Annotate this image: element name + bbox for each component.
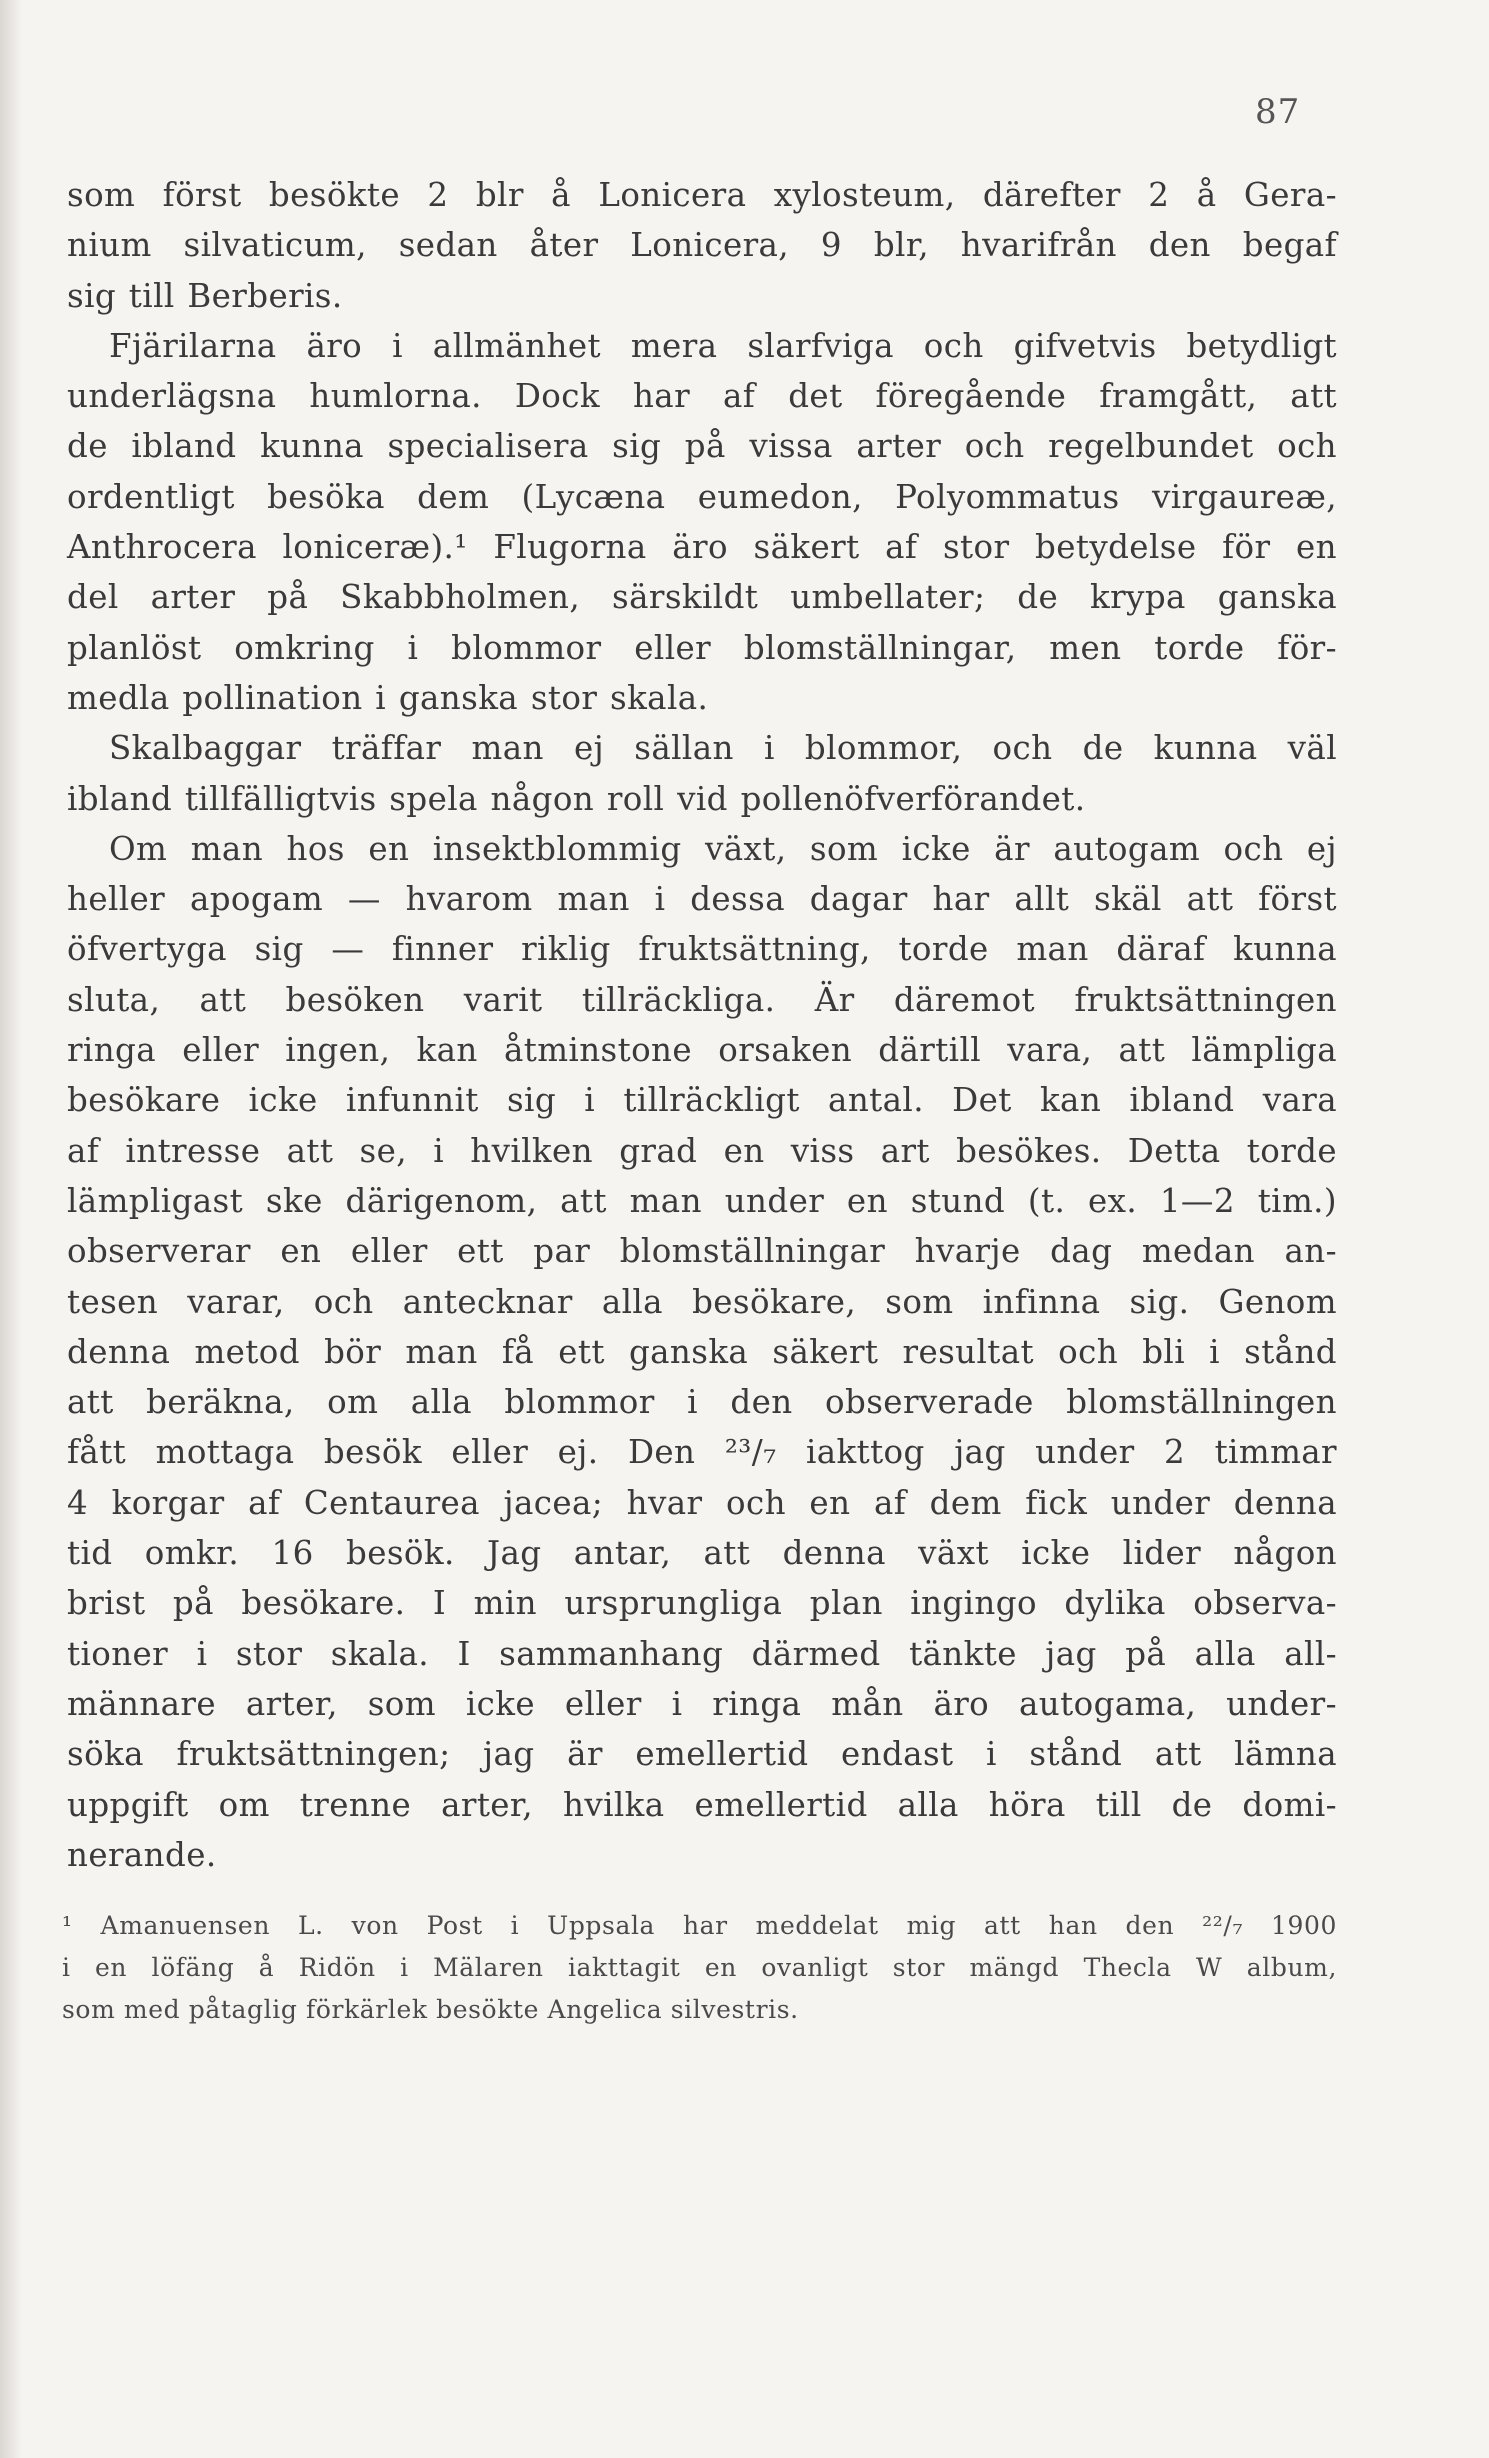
text-line: söka fruktsättningen; jag är emellertid endast i stånd att lämna xyxy=(67,1735,1337,1774)
text-line: fått mottaga besök eller ej. Den ²³/₇ iakttog jag under 2 timmar xyxy=(67,1433,1337,1472)
text-line: sig till Berberis. xyxy=(67,276,343,315)
text-line: brist på besökare. I min ursprungliga plan ingingo dylika observa- xyxy=(67,1584,1337,1623)
text-line: de ibland kunna specialisera sig på vissa arter och regelbundet och xyxy=(67,427,1337,466)
text-line: sluta, att besöken varit tillräckliga. Är däremot fruktsättningen xyxy=(67,980,1337,1019)
text-line: observerar en eller ett par blomställningar hvarje dag medan an- xyxy=(67,1232,1337,1271)
text-line: ringa eller ingen, kan åtminstone orsaken därtill vara, att lämpliga xyxy=(67,1031,1337,1070)
text-line: nium silvaticum, sedan åter Lonicera, 9 blr, hvarifrån den begaf xyxy=(67,226,1337,265)
footnote-line: i en löfäng å Ridön i Mälaren iakttagit en ovanligt stor mängd Thecla W album, xyxy=(62,1953,1337,1982)
text-line: att beräkna, om alla blommor i den observerade blomställningen xyxy=(67,1383,1337,1422)
text-line: del arter på Skabbholmen, särskildt umbellater; de krypa ganska xyxy=(67,578,1337,617)
text-line: som först besökte 2 blr å Lonicera xylosteum, därefter 2 å Gera- xyxy=(67,176,1337,214)
page-edge-shadow xyxy=(0,0,22,2458)
text-line: tioner i stor skala. I sammanhang därmed tänkte jag på alla all- xyxy=(67,1634,1337,1673)
text-line: lämpligast ske därigenom, att man under en stund (t. ex. 1—2 tim.) xyxy=(67,1181,1337,1220)
text-line: planlöst omkring i blommor eller blomställningar, men torde för- xyxy=(67,628,1337,667)
footnote xyxy=(62,1905,1337,2031)
text-line: ibland tillfälligtvis spela någon roll vid pollenöfverförandet. xyxy=(67,779,1086,818)
text-line: besökare icke infunnit sig i tillräckligt antal. Det kan ibland vara xyxy=(67,1081,1337,1120)
text-line: heller apogam — hvarom man i dessa dagar har allt skäl att först xyxy=(67,880,1337,919)
text-line: Anthrocera loniceræ).¹ Flugorna äro säkert af stor betydelse för en xyxy=(67,528,1337,567)
text-line: af intresse att se, i hvilken grad en viss art besökes. Detta torde xyxy=(67,1131,1337,1170)
text-line: underlägsna humlorna. Dock har af det föregående framgått, att xyxy=(67,377,1337,416)
text-line: Om man hos en insektblommig växt, som icke är autogam och ej xyxy=(109,829,1337,868)
text-line: Skalbaggar träffar man ej sällan i blommor, och de kunna väl xyxy=(109,729,1337,768)
text-line: uppgift om trenne arter, hvilka emellertid alla höra till de domi- xyxy=(67,1785,1337,1824)
text-line: Fjärilarna äro i allmänhet mera slarfviga och gifvetvis betydligt xyxy=(109,326,1337,365)
text-line: denna metod bör man få ett ganska säkert resultat och bli i stånd xyxy=(67,1332,1337,1371)
page-number: 87 xyxy=(1255,92,1301,132)
text-line: medla pollination i ganska stor skala. xyxy=(67,678,709,717)
text-line: ordentligt besöka dem (Lycæna eumedon, Polyommatus virgaureæ, xyxy=(67,477,1337,516)
footnote-line: ¹ Amanuensen L. von Post i Uppsala har meddelat mig att han den ²²/₇ 1900 xyxy=(62,1911,1337,1940)
text-line: tesen varar, och antecknar alla besökare, som infinna sig. Genom xyxy=(67,1282,1337,1321)
text-line: 4 korgar af Centaurea jacea; hvar och en af dem fick under denna xyxy=(67,1483,1337,1522)
body-text xyxy=(67,170,1337,1880)
text-line: nerande. xyxy=(67,1835,217,1874)
text-line: öfvertyga sig — finner riklig fruktsättning, torde man däraf kunna xyxy=(67,930,1337,969)
footnote-line: som med påtaglig förkärlek besökte Angelica silvestris. xyxy=(62,1995,799,2024)
text-line: männare arter, som icke eller i ringa mån äro autogama, under- xyxy=(67,1684,1337,1723)
text-line: tid omkr. 16 besök. Jag antar, att denna växt icke lider någon xyxy=(67,1534,1337,1573)
